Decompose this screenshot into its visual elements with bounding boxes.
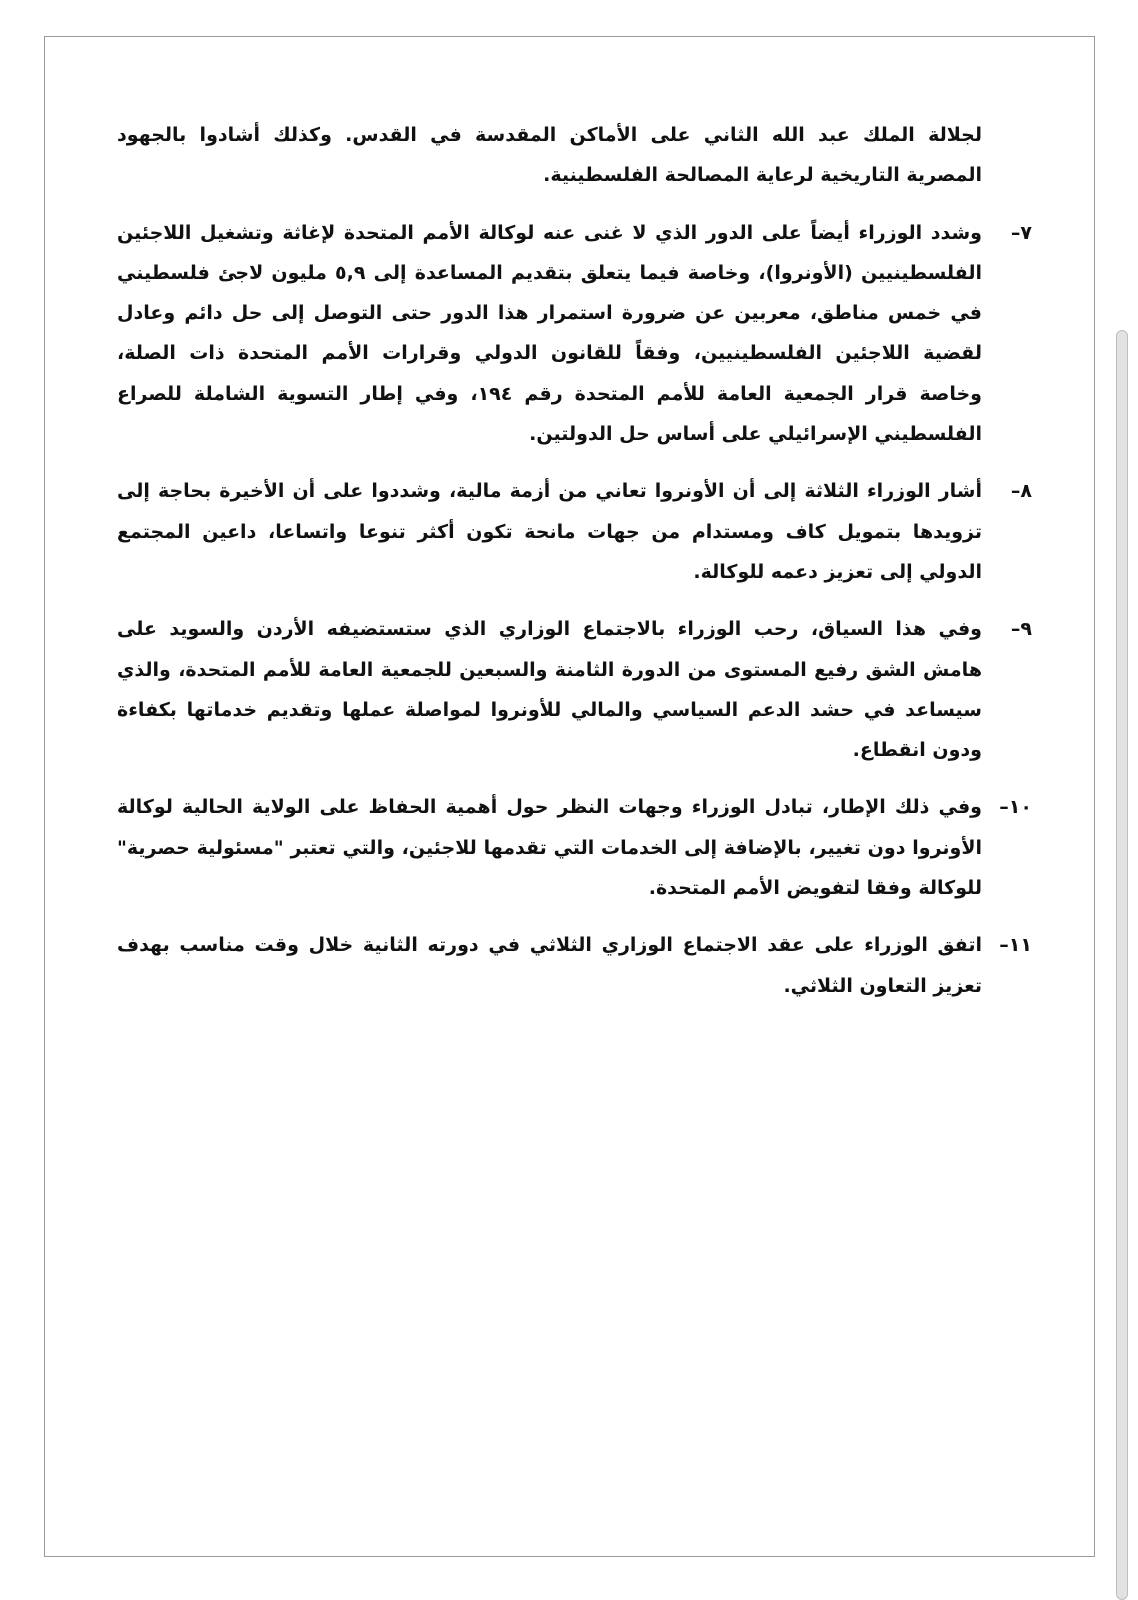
document-body — [117, 115, 1032, 1023]
paragraph-text: اتفق الوزراء على عقد الاجتماع الوزاري الثلاثي في دورته الثانية خلال وقت مناسب بهدف تعزيز التعاون الثلاثي. — [117, 934, 982, 997]
paragraph-number: ١٠– — [999, 796, 1032, 819]
paragraph-continuation — [117, 115, 982, 196]
document-page — [44, 36, 1095, 1557]
paragraph-text: وفي ذلك الإطار، تبادل الوزراء وجهات النظر حول أهمية الحفاظ على الولاية الحالية لوكالة الأونروا دون تغيير، بالإضافة إلى الخدمات التي تقدمها للاجئين، والتي تعتبر "مسئولية حصرية" للوكالة وفقا لتفويض الأمم المتحدة. — [117, 796, 982, 900]
paragraph-number: ٩– — [1010, 618, 1032, 641]
vertical-scrollbar[interactable] — [1116, 330, 1128, 1600]
paragraph-9 — [117, 609, 1032, 770]
paragraph-number: ١١– — [999, 934, 1032, 957]
paragraph-11 — [117, 925, 1032, 1006]
paragraph-text: أشار الوزراء الثلاثة إلى أن الأونروا تعاني من أزمة مالية، وشددوا على أن الأخيرة بحاجة إلى تزويدها بتمويل كاف ومستدام من جهات مانحة تكون أكثر تنوعا واتساعا، داعين المجتمع الدولي إلى تعزيز دعمه للوكالة. — [117, 480, 982, 583]
paragraph-number: ٨– — [1010, 480, 1032, 503]
paragraph-number: ٧– — [1010, 221, 1032, 244]
paragraph-10 — [117, 787, 1032, 908]
paragraph-text: وفي هذا السياق، رحب الوزراء بالاجتماع الوزاري الذي ستستضيفه الأردن والسويد على هامش الشق رفيع المستوى من الدورة الثامنة والسبعين للجمعية العامة للأمم المتحدة، والذي سيساعد في حشد الدعم السياسي والمالي للأونروا لمواصلة عملها وتقديم خدماتها بكفاءة ودون انقطاع. — [117, 618, 982, 762]
paragraph-text: وشدد الوزراء أيضاً على الدور الذي لا غنى عنه لوكالة الأمم المتحدة لإغاثة وتشغيل اللاجئين الفلسطينيين (الأونروا)، وخاصة فيما يتعلق بتقديم المساعدة إلى ٥,٩ مليون لاجئ فلسطيني في خمس مناطق، معربين عن ضرورة استمرار هذا الدور حتى التوصل إلى حل دائم وعادل لقضية اللاجئين الفلسطينيين، وفقاً للقانون الدولي وقرارات الأمم المتحدة ذات الصلة، وخاصة قرار الجمعية العامة للأمم المتحدة رقم ١٩٤، وفي إطار التسوية الشاملة للصراع الفلسطيني الإسرائيلي على أساس حل الدولتين. — [117, 221, 983, 446]
paragraph-8 — [117, 471, 1032, 592]
paragraph-text: لجلالة الملك عبد الله الثاني على الأماكن المقدسة في القدس. وكذلك أشادوا بالجهود المصرية التاريخية لرعاية المصالحة الفلسطينية. — [117, 124, 982, 187]
paragraph-7 — [117, 213, 1032, 455]
